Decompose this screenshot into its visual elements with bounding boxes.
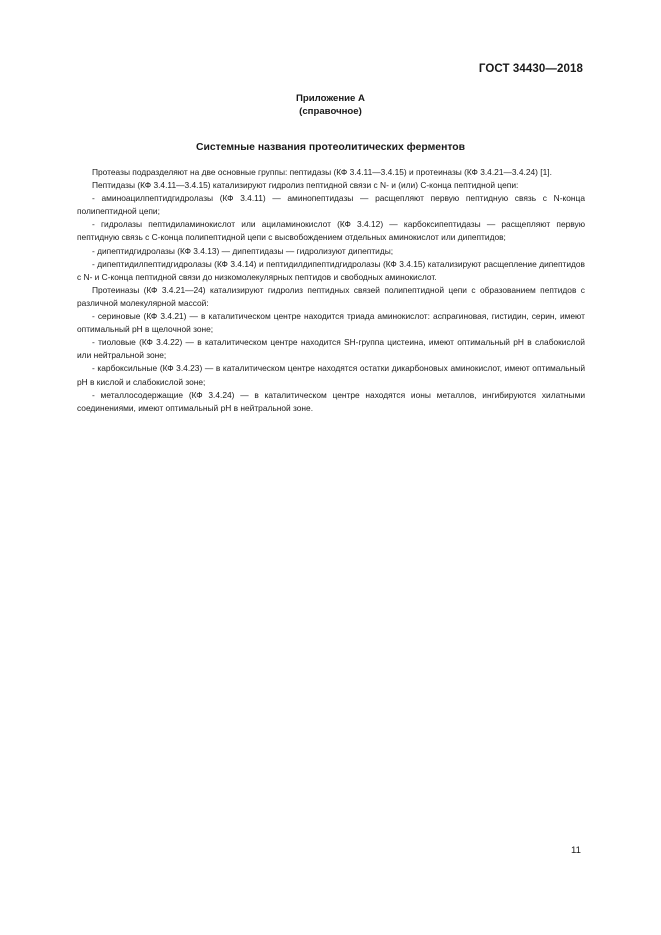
list-item: - карбоксильные (КФ 3.4.23) — в каталитическом центре находятся остатки дикарбоновых аминокислот, имеют оптимальный рН в кислой и слабокислой зоне; (77, 363, 585, 387)
list-item: - аминоацилпептидгидролазы (КФ 3.4.11) — аминопептидазы — расщепляют первую пептидную связь с N-конца полипептидной цепи; (77, 193, 585, 217)
list-item: - дипептидгидролазы (КФ 3.4.13) — дипептидазы — гидролизуют дипептиды; (92, 245, 394, 256)
paragraph: Пептидазы (КФ 3.4.11—3.4.15) катализируют гидролиз пептидной связи с N- и (или) С-конца пептидной цепи: (92, 180, 519, 191)
paragraph: Протеиназы (КФ 3.4.21—24) катализируют гидролиз пептидных связей полипептидной цепи с образованием пептидов с различной молекулярной массой: (77, 284, 585, 308)
list-item: - металлосодержащие (КФ 3.4.24) — в каталитическом центре находятся ионы металлов, ингибируются хилатными соединениями, имеют оптимальный рН в нейтральной зоне. (77, 389, 585, 413)
list-item: - сериновые (КФ 3.4.21) — в каталитическом центре находится триада аминокислот: аспрагиновая, гистидин, серин, имеют оптимальный рН в щелочной зоне; (77, 311, 585, 335)
appendix-heading (0, 92, 661, 118)
body-text (77, 166, 585, 415)
list-item: - тиоловые (КФ 3.4.22) — в каталитическом центре находится SH-группа цистеина, имеют оптимальный рН в слабокислой или нейтральной зоне; (77, 337, 585, 361)
appendix-subtitle: (справочное) (299, 106, 362, 117)
page-number: 11 (571, 845, 581, 856)
paragraph: Протеазы подразделяют на две основные группы: пептидазы (КФ 3.4.11—3.4.15) и протеиназы (КФ 3.4.21—3.4.24) [1]. (92, 167, 552, 177)
section-title: Системные названия протеолитических ферментов (195, 142, 466, 153)
appendix-title: Приложение А (296, 93, 365, 104)
list-item: - гидролазы пептидиламинокислот или ациламинокислот (КФ 3.4.12) — карбоксипептидазы — расщепляют первую пептидную связь с С-конца полипептидной цепи с высвобождением отдельных аминокислот или дипептидов; (77, 219, 585, 243)
list-item: - дипептидилпептидгидролазы (КФ 3.4.14) и пептидилдипептидгидролазы (КФ 3.4.15) катализируют расщепление дипептидов с N- и С-конца пептидной связи до низкомолекулярных пептидов и свободных аминокислот. (77, 258, 585, 282)
document-code: ГОСТ 34430—2018 (478, 63, 583, 75)
